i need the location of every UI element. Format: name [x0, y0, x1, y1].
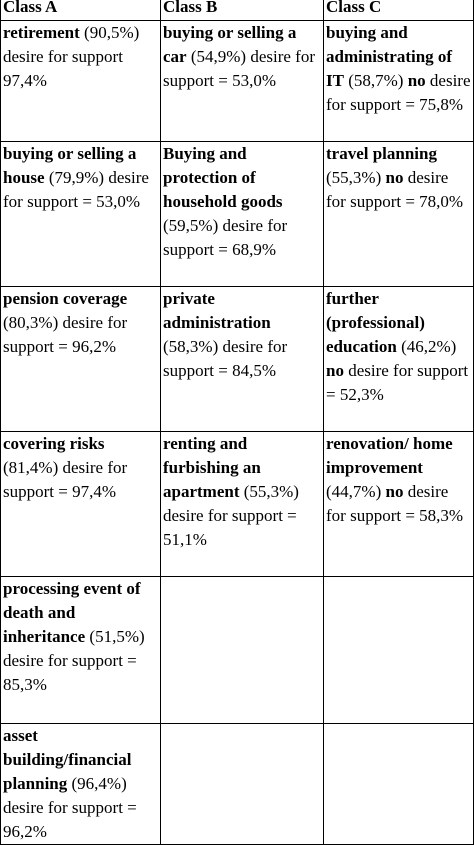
table-cell	[161, 287, 324, 432]
cell-note: desire for support = 78,0%	[326, 168, 464, 211]
header-row	[1, 0, 474, 21]
cell-note: desire for support = 85,3%	[3, 651, 137, 694]
table-row	[1, 577, 474, 724]
empty-cell	[324, 724, 474, 845]
cell-title: private administration	[163, 289, 271, 332]
cell-percentage: (54,9%)	[190, 47, 247, 66]
cell-note: desire for support = 52,3%	[326, 361, 469, 404]
cell-note: desire for support = 51,1%	[163, 506, 297, 549]
cell-note: desire for support 97,4%	[3, 47, 123, 90]
table-cell	[324, 432, 474, 577]
table-cell	[1, 432, 161, 577]
table-cell	[1, 21, 161, 142]
cell-note: desire for support = 53,0%	[3, 168, 149, 211]
cell-percentage: (58,3%)	[163, 337, 219, 356]
cell-note-prefix: no	[385, 482, 404, 501]
cell-title: buying and administrating of IT	[326, 23, 453, 90]
cell-title: further (professional) education	[326, 289, 425, 356]
table-cell	[324, 142, 474, 287]
cell-title: covering risks	[3, 434, 105, 453]
header-class-b: Class B	[161, 0, 324, 21]
cell-note: desire for support = 96,2%	[3, 313, 128, 356]
table-row	[1, 21, 474, 142]
cell-note: desire for support = 75,8%	[326, 71, 471, 114]
cell-note: desire for support = 84,5%	[163, 337, 288, 380]
header-class-c: Class C	[324, 0, 474, 21]
cell-title: renovation/ home improvement	[326, 434, 453, 477]
cell-note-prefix: no	[326, 361, 344, 380]
cell-title: Buying and protection of household goods	[163, 144, 283, 211]
cell-note: desire for support = 96,2%	[3, 798, 137, 841]
table-cell	[161, 142, 324, 287]
cell-note-prefix: no	[407, 71, 426, 90]
table-row	[1, 724, 474, 845]
cell-percentage: (80,3%)	[3, 313, 59, 332]
table-cell	[324, 21, 474, 142]
cell-note-prefix: no	[385, 168, 404, 187]
table-row	[1, 287, 474, 432]
header-class-a: Class A	[1, 0, 161, 21]
cell-title: processing event of death and inheritance	[3, 579, 141, 646]
cell-percentage: (79,9%)	[48, 168, 105, 187]
cell-title: buying or selling a house	[3, 144, 137, 187]
cell-title: travel planning	[326, 144, 437, 163]
cell-title: renting and furbishing an apartment	[163, 434, 261, 501]
cell-percentage: (81,4%)	[3, 458, 59, 477]
table-cell	[1, 724, 161, 845]
cell-title: retirement	[3, 23, 80, 42]
cell-percentage: (44,7%)	[326, 482, 382, 501]
table-row	[1, 142, 474, 287]
cell-title: buying or selling a car	[163, 23, 297, 66]
cell-percentage: (46,2%)	[401, 337, 457, 356]
cell-percentage: (55,3%)	[243, 482, 299, 501]
table-row	[1, 432, 474, 577]
cell-percentage: (96,4%)	[71, 774, 127, 793]
cell-percentage: (59,5%)	[163, 216, 219, 235]
empty-cell	[324, 577, 474, 724]
table-cell	[1, 577, 161, 724]
empty-cell	[161, 577, 324, 724]
table-cell	[161, 432, 324, 577]
cell-note: desire for support = 58,3%	[326, 482, 464, 525]
cell-percentage: (90,5%)	[84, 23, 140, 42]
cell-title: asset building/financial planning	[3, 726, 132, 793]
table-cell	[1, 142, 161, 287]
empty-cell	[161, 724, 324, 845]
cell-note: desire for support = 97,4%	[3, 458, 128, 501]
cell-note: desire for support = 68,9%	[163, 216, 288, 259]
table-cell	[1, 287, 161, 432]
cell-note: desire for support = 53,0%	[163, 47, 315, 90]
table-cell	[161, 21, 324, 142]
cell-percentage: (51,5%)	[89, 627, 145, 646]
cell-percentage: (55,3%)	[326, 168, 382, 187]
cell-percentage: (58,7%)	[348, 71, 404, 90]
table-cell	[324, 287, 474, 432]
cell-title: pension coverage	[3, 289, 128, 308]
